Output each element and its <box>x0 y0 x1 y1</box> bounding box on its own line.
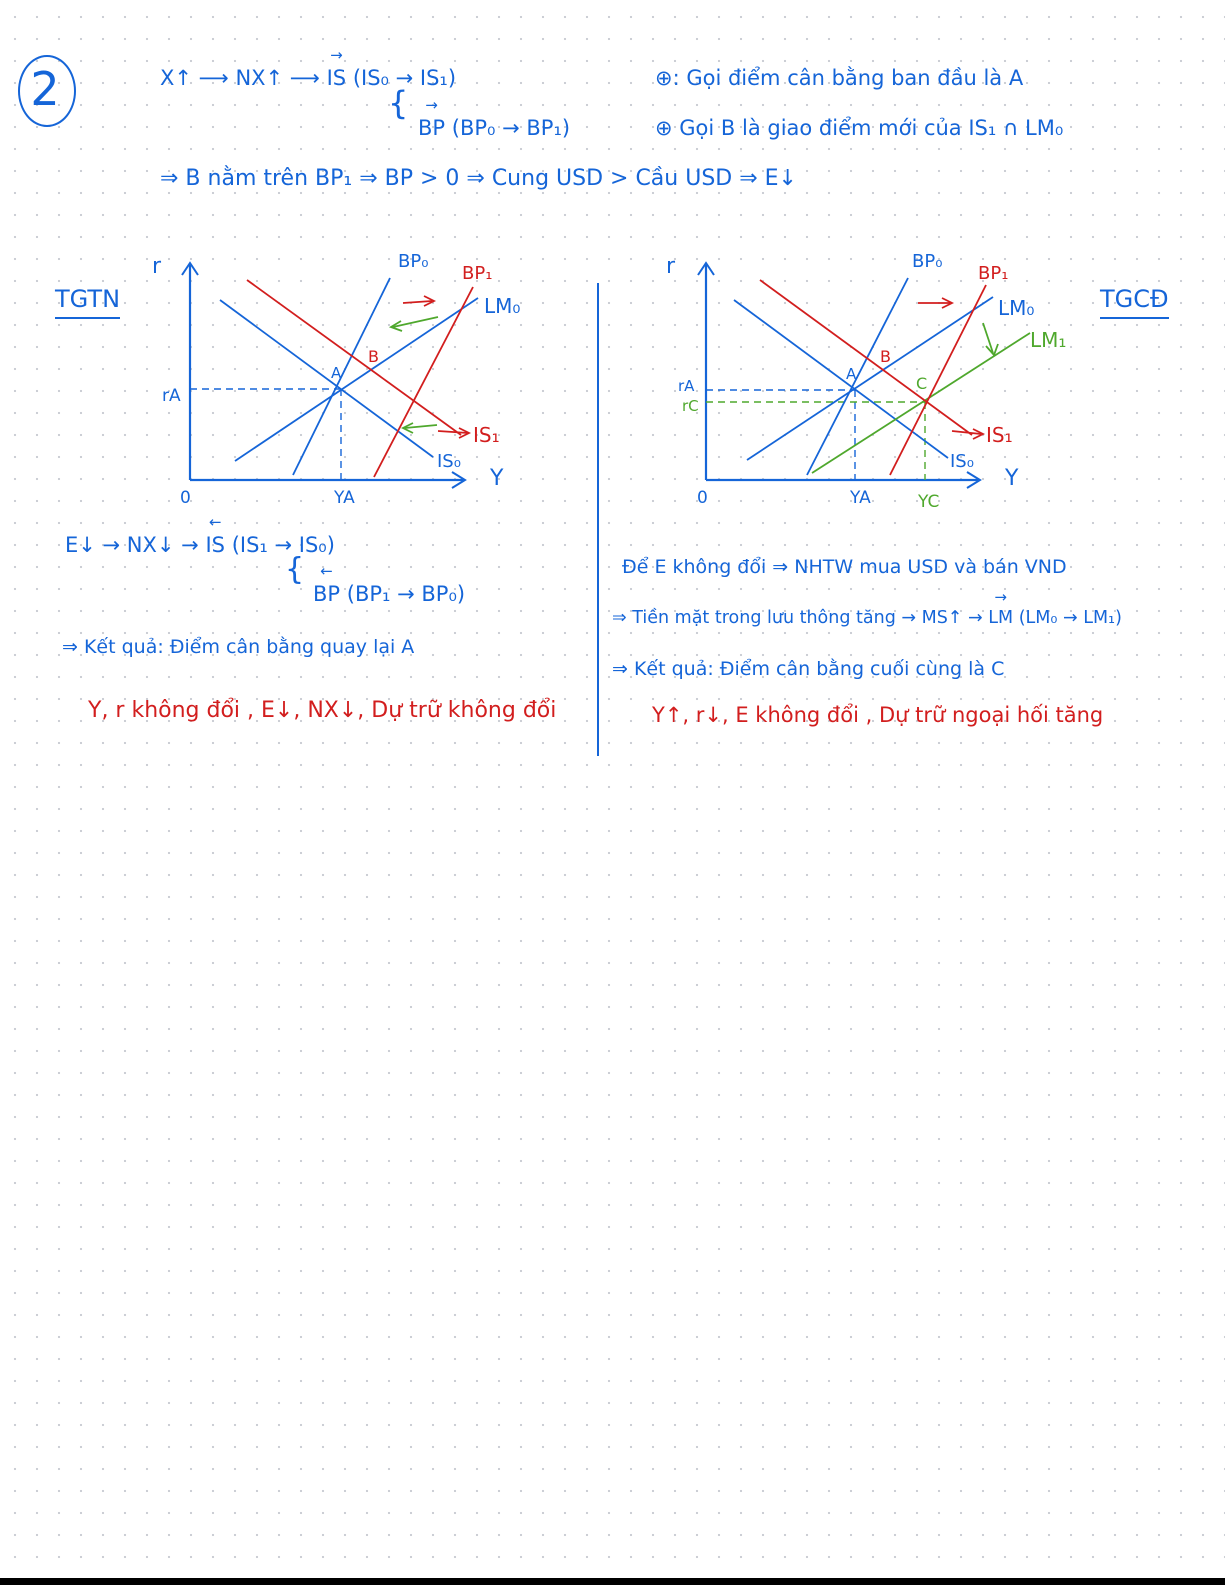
right-point-b: B <box>880 347 891 366</box>
left-is-shift-detail: (IS₁ → IS₀) <box>231 533 335 557</box>
right-tick-ra: rA <box>678 377 695 395</box>
page-bottom-border <box>0 1578 1225 1585</box>
left-point-a: A <box>331 364 342 382</box>
right-label-is1: IS₁ <box>986 423 1013 447</box>
right-tick-ya: YA <box>850 488 871 508</box>
right-point-c: C <box>916 374 928 393</box>
left-origin: 0 <box>180 488 191 508</box>
right-result: Y↑, r↓, E không đổi , Dự trữ ngoại hối tăng <box>652 703 1104 727</box>
right-label-bp0: BP₀ <box>912 251 943 272</box>
right-islm-bp-diagram <box>600 245 1220 530</box>
left-text1-chain: E↓ → NX↓ → <box>65 533 199 557</box>
right-bp1-line <box>890 285 986 475</box>
left-bp0-line <box>293 278 390 475</box>
is-shift-detail: (IS₀ → IS₁) <box>352 66 457 90</box>
right-text3: ⇒ Kết quả: Điểm cân bằng cuối cùng là C <box>612 658 1005 680</box>
left-label-is1: IS₁ <box>473 423 500 447</box>
left-point-b: B <box>368 347 379 366</box>
right-tick-yc: YC <box>918 492 940 512</box>
left-bp-shift-detail: (BP₁ → BP₀) <box>346 582 466 606</box>
note-intersection-b: ⊕ Gọi B là giao điểm mới của IS₁ ∩ LM₀ <box>655 116 1064 140</box>
left-islm-bp-diagram <box>0 245 560 515</box>
header-brace: { <box>388 84 409 122</box>
left-text3: ⇒ Kết quả: Điểm cân bằng quay lại A <box>62 636 415 658</box>
left-bp-shift-symbol: ← BP <box>313 582 340 606</box>
left-is-shift-symbol: ← IS <box>205 533 225 557</box>
right-text2-chain: ⇒ Tiền mặt trong lưu thông tăng → MS↑ → <box>612 608 983 628</box>
bp-shift-detail: (BP₀ → BP₁) <box>451 116 571 140</box>
left-is0-line <box>220 300 433 457</box>
right-text1: Để E không đổi ⇒ NHTW mua USD và bán VND <box>622 556 1067 578</box>
panel-divider <box>597 283 599 756</box>
left-is-shift-arrow <box>438 431 468 433</box>
header-line3: ⇒ B nằm trên BP₁ ⇒ BP > 0 ⇒ Cung USD > Cầu USD ⇒ E↓ <box>160 166 797 191</box>
header-line1-chain: X↑ ⟶ NX↑ ⟶ <box>160 66 320 90</box>
left-tick-ra: rA <box>162 386 181 406</box>
left-result: Y, r không đổi , E↓, NX↓, Dự trữ không đổi <box>88 698 557 723</box>
right-label-lm1: LM₁ <box>1030 328 1067 352</box>
left-label-bp0: BP₀ <box>398 251 429 272</box>
right-label-lm0: LM₀ <box>998 296 1035 320</box>
is-shift-symbol: → IS <box>327 66 347 90</box>
left-label-bp1: BP₁ <box>462 263 493 284</box>
problem-number: 2 <box>30 62 60 116</box>
right-axis-r: r <box>666 254 676 279</box>
right-label-bp1: BP₁ <box>978 263 1009 284</box>
left-bp-shift-arrow <box>403 301 432 303</box>
note-equilibrium-a: ⊕: Gọi điểm cân bằng ban đầu là A <box>655 66 1024 90</box>
left-axis-y: Y <box>490 466 504 491</box>
left-label-is0: IS₀ <box>437 451 461 472</box>
right-lm-shift-symbol: → LM <box>988 608 1013 628</box>
right-lm-shift-detail: (LM₀ → LM₁) <box>1018 608 1122 628</box>
right-regime-label: TGCĐ <box>1100 285 1169 319</box>
right-point-a: A <box>846 365 857 383</box>
right-label-is0: IS₀ <box>950 451 974 472</box>
left-regime-label: TGTN <box>55 285 120 319</box>
left-label-lm0: LM₀ <box>484 294 521 318</box>
left-text-brace: { <box>285 552 305 587</box>
left-tick-ya: YA <box>334 488 355 508</box>
left-lm0-line <box>235 298 478 461</box>
left-text2 <box>313 582 465 606</box>
right-text2 <box>612 608 1122 628</box>
header-line1 <box>160 66 456 90</box>
right-origin: 0 <box>697 488 708 508</box>
right-axis-y: Y <box>1005 466 1019 491</box>
header-line2 <box>418 116 570 140</box>
right-tick-rc: rC <box>682 397 699 415</box>
bp-shift-symbol: → BP <box>418 116 445 140</box>
left-axis-r: r <box>152 254 162 279</box>
